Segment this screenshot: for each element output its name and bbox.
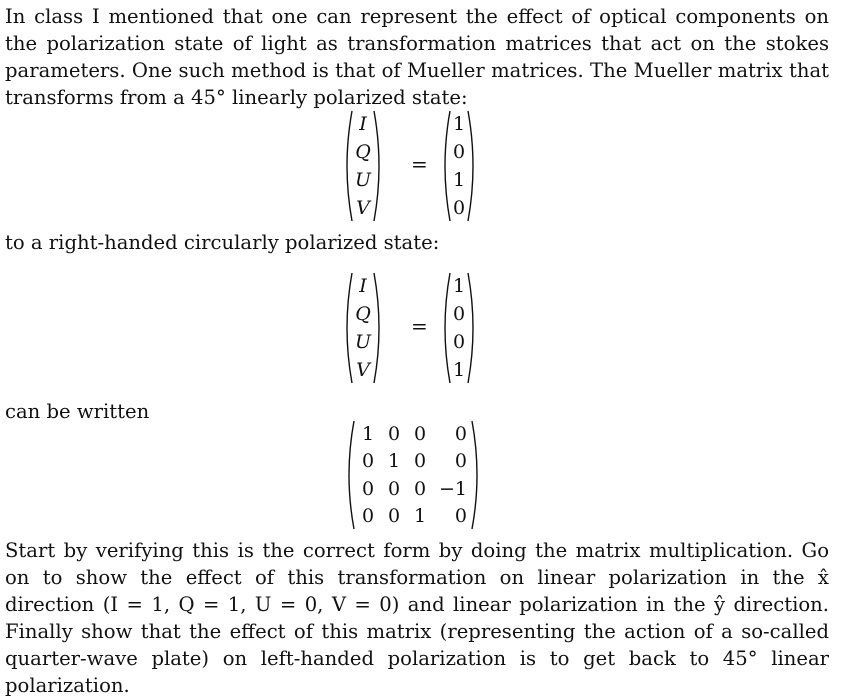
vector-entry: 1	[453, 113, 466, 135]
matrix-entry: 1	[361, 422, 375, 445]
matrix-entry: 0	[361, 450, 375, 473]
vector-entry: 0	[453, 197, 466, 219]
matrix-entry: 0	[454, 450, 467, 473]
stokes-vector-rhs	[439, 110, 479, 222]
stokes-v: V	[356, 359, 370, 381]
stokes-vector-lhs	[341, 272, 385, 384]
matrix-entry: 0	[454, 422, 467, 445]
vector-entry: 0	[453, 331, 466, 353]
equals-sign: =	[411, 314, 428, 338]
matrix-entry: 0	[361, 477, 375, 500]
instructions-paragraph: Start by verifying this is the correct form by doing the matrix multiplication. Go on to show the effect of this transformation on linear polarization in the x̂ direction (I = 1, Q = 1, U = 0, V = 0) and linear polarization in the ŷ direction. Finally show that the effect of this matrix (representing the action of a so-called quarter-wave plate) on left-handed polarization is to get back to 45° linear polarization.	[5, 539, 829, 697]
intro-paragraph: In class I mentioned that one can represent the effect of optical components on the polarization state of light as transformation matrices that act on the stokes parameters. One such method is that of Mueller matrices. The Mueller matrix that transforms from a 45° linearly polarized state:	[5, 5, 829, 109]
vector-entry: 1	[453, 359, 466, 381]
left-paren	[439, 110, 451, 222]
stokes-v: V	[356, 197, 370, 219]
vector-entry: 0	[453, 303, 466, 325]
left-paren	[343, 420, 355, 530]
matrix-entry: 0	[413, 422, 427, 445]
can-be-written-paragraph: can be written	[5, 400, 150, 423]
vector-entry: 0	[453, 141, 466, 163]
matrix-entry: 1	[413, 505, 427, 528]
mueller-matrix-body	[343, 420, 483, 530]
stokes-equation-circular	[341, 272, 481, 384]
right-paren	[373, 272, 385, 384]
matrix-entry: 0	[387, 505, 401, 528]
matrix-entry: 0	[361, 505, 375, 528]
stokes-u: U	[355, 169, 372, 191]
matrix-entry: 0	[454, 505, 467, 528]
stokes-q: Q	[355, 141, 371, 163]
stokes-u: U	[355, 331, 372, 353]
matrix-entry: 1	[387, 450, 401, 473]
right-paren	[373, 110, 385, 222]
right-paren	[471, 420, 483, 530]
right-paren	[467, 272, 479, 384]
mueller-matrix	[343, 420, 493, 530]
matrix-entry: −1	[438, 477, 467, 500]
transition-paragraph: to a right-handed circularly polarized state:	[5, 231, 440, 254]
left-paren	[341, 272, 353, 384]
left-paren	[341, 110, 353, 222]
stokes-vector-rhs	[439, 272, 479, 384]
right-paren	[467, 110, 479, 222]
matrix-entry: 0	[387, 422, 401, 445]
matrix-entry: 0	[387, 477, 401, 500]
equals-sign: =	[411, 152, 428, 176]
stokes-i: I	[359, 113, 367, 135]
stokes-equation-45-linear	[341, 110, 481, 222]
stokes-q: Q	[355, 303, 371, 325]
vector-entry: 1	[453, 275, 466, 297]
matrix-entry: 0	[413, 477, 427, 500]
stokes-i: I	[359, 275, 367, 297]
vector-entry: 1	[453, 169, 466, 191]
stokes-vector-lhs	[341, 110, 385, 222]
left-paren	[439, 272, 451, 384]
matrix-entry: 0	[413, 450, 427, 473]
